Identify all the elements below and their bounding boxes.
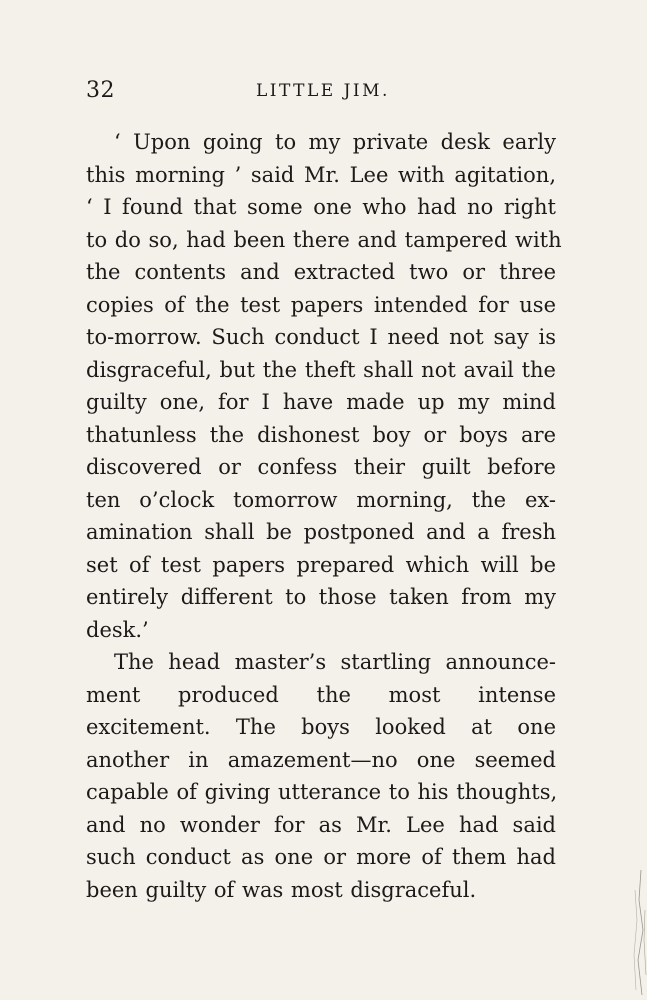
text-line: such conduct as one or more of them had — [86, 845, 556, 869]
text-line: the contents and extracted two or three — [86, 260, 556, 284]
text-line: entirely different to those taken from my — [86, 585, 556, 609]
page-number: 32 — [86, 78, 115, 103]
text-line: thatunless the dishonest boy or boys are — [86, 422, 556, 447]
text-line: discovered or confess their guilt before — [86, 455, 556, 479]
text-line: ‘ Upon going to my private desk early — [114, 130, 556, 154]
text-line: The head master’s startling announce- — [114, 650, 556, 674]
paragraph-2 — [86, 646, 556, 906]
text-line: been guilty of was most disgraceful. — [86, 877, 477, 902]
body-text — [86, 126, 562, 906]
text-line: set of test papers prepared which will be — [86, 552, 556, 577]
text-line: and no wonder for as Mr. Lee had said — [86, 812, 556, 837]
text-line: disgraceful, but the theft shall not avail the — [86, 357, 556, 382]
page-edge-marks — [617, 860, 647, 1000]
text-line: this morning ’ said Mr. Lee with agitation, — [86, 162, 556, 187]
text-line: amination shall be postponed and a fresh — [86, 520, 556, 544]
page-header — [86, 78, 556, 108]
text-line: desk.’ — [86, 617, 149, 642]
running-title: LITTLE JIM. — [256, 81, 390, 101]
text-line: another in amazement—no one seemed — [86, 747, 556, 772]
text-line: ‘ I found that some one who had no right — [86, 195, 556, 219]
text-line: copies of the test papers intended for use — [86, 292, 556, 317]
paragraph-1 — [86, 126, 562, 646]
text-line: ment produced the most intense — [86, 682, 556, 707]
text-line: excitement. The boys looked at one — [86, 715, 556, 739]
text-line: to-morrow. Such conduct I need not say is — [86, 325, 556, 349]
text-line: to do so, had been there and tampered with — [86, 227, 562, 252]
text-line: ten o’clock tomorrow morning, the ex- — [86, 487, 556, 512]
text-line: guilty one, for I have made up my mind — [86, 390, 556, 414]
text-line: capable of giving utterance to his thoughts, — [86, 780, 558, 804]
